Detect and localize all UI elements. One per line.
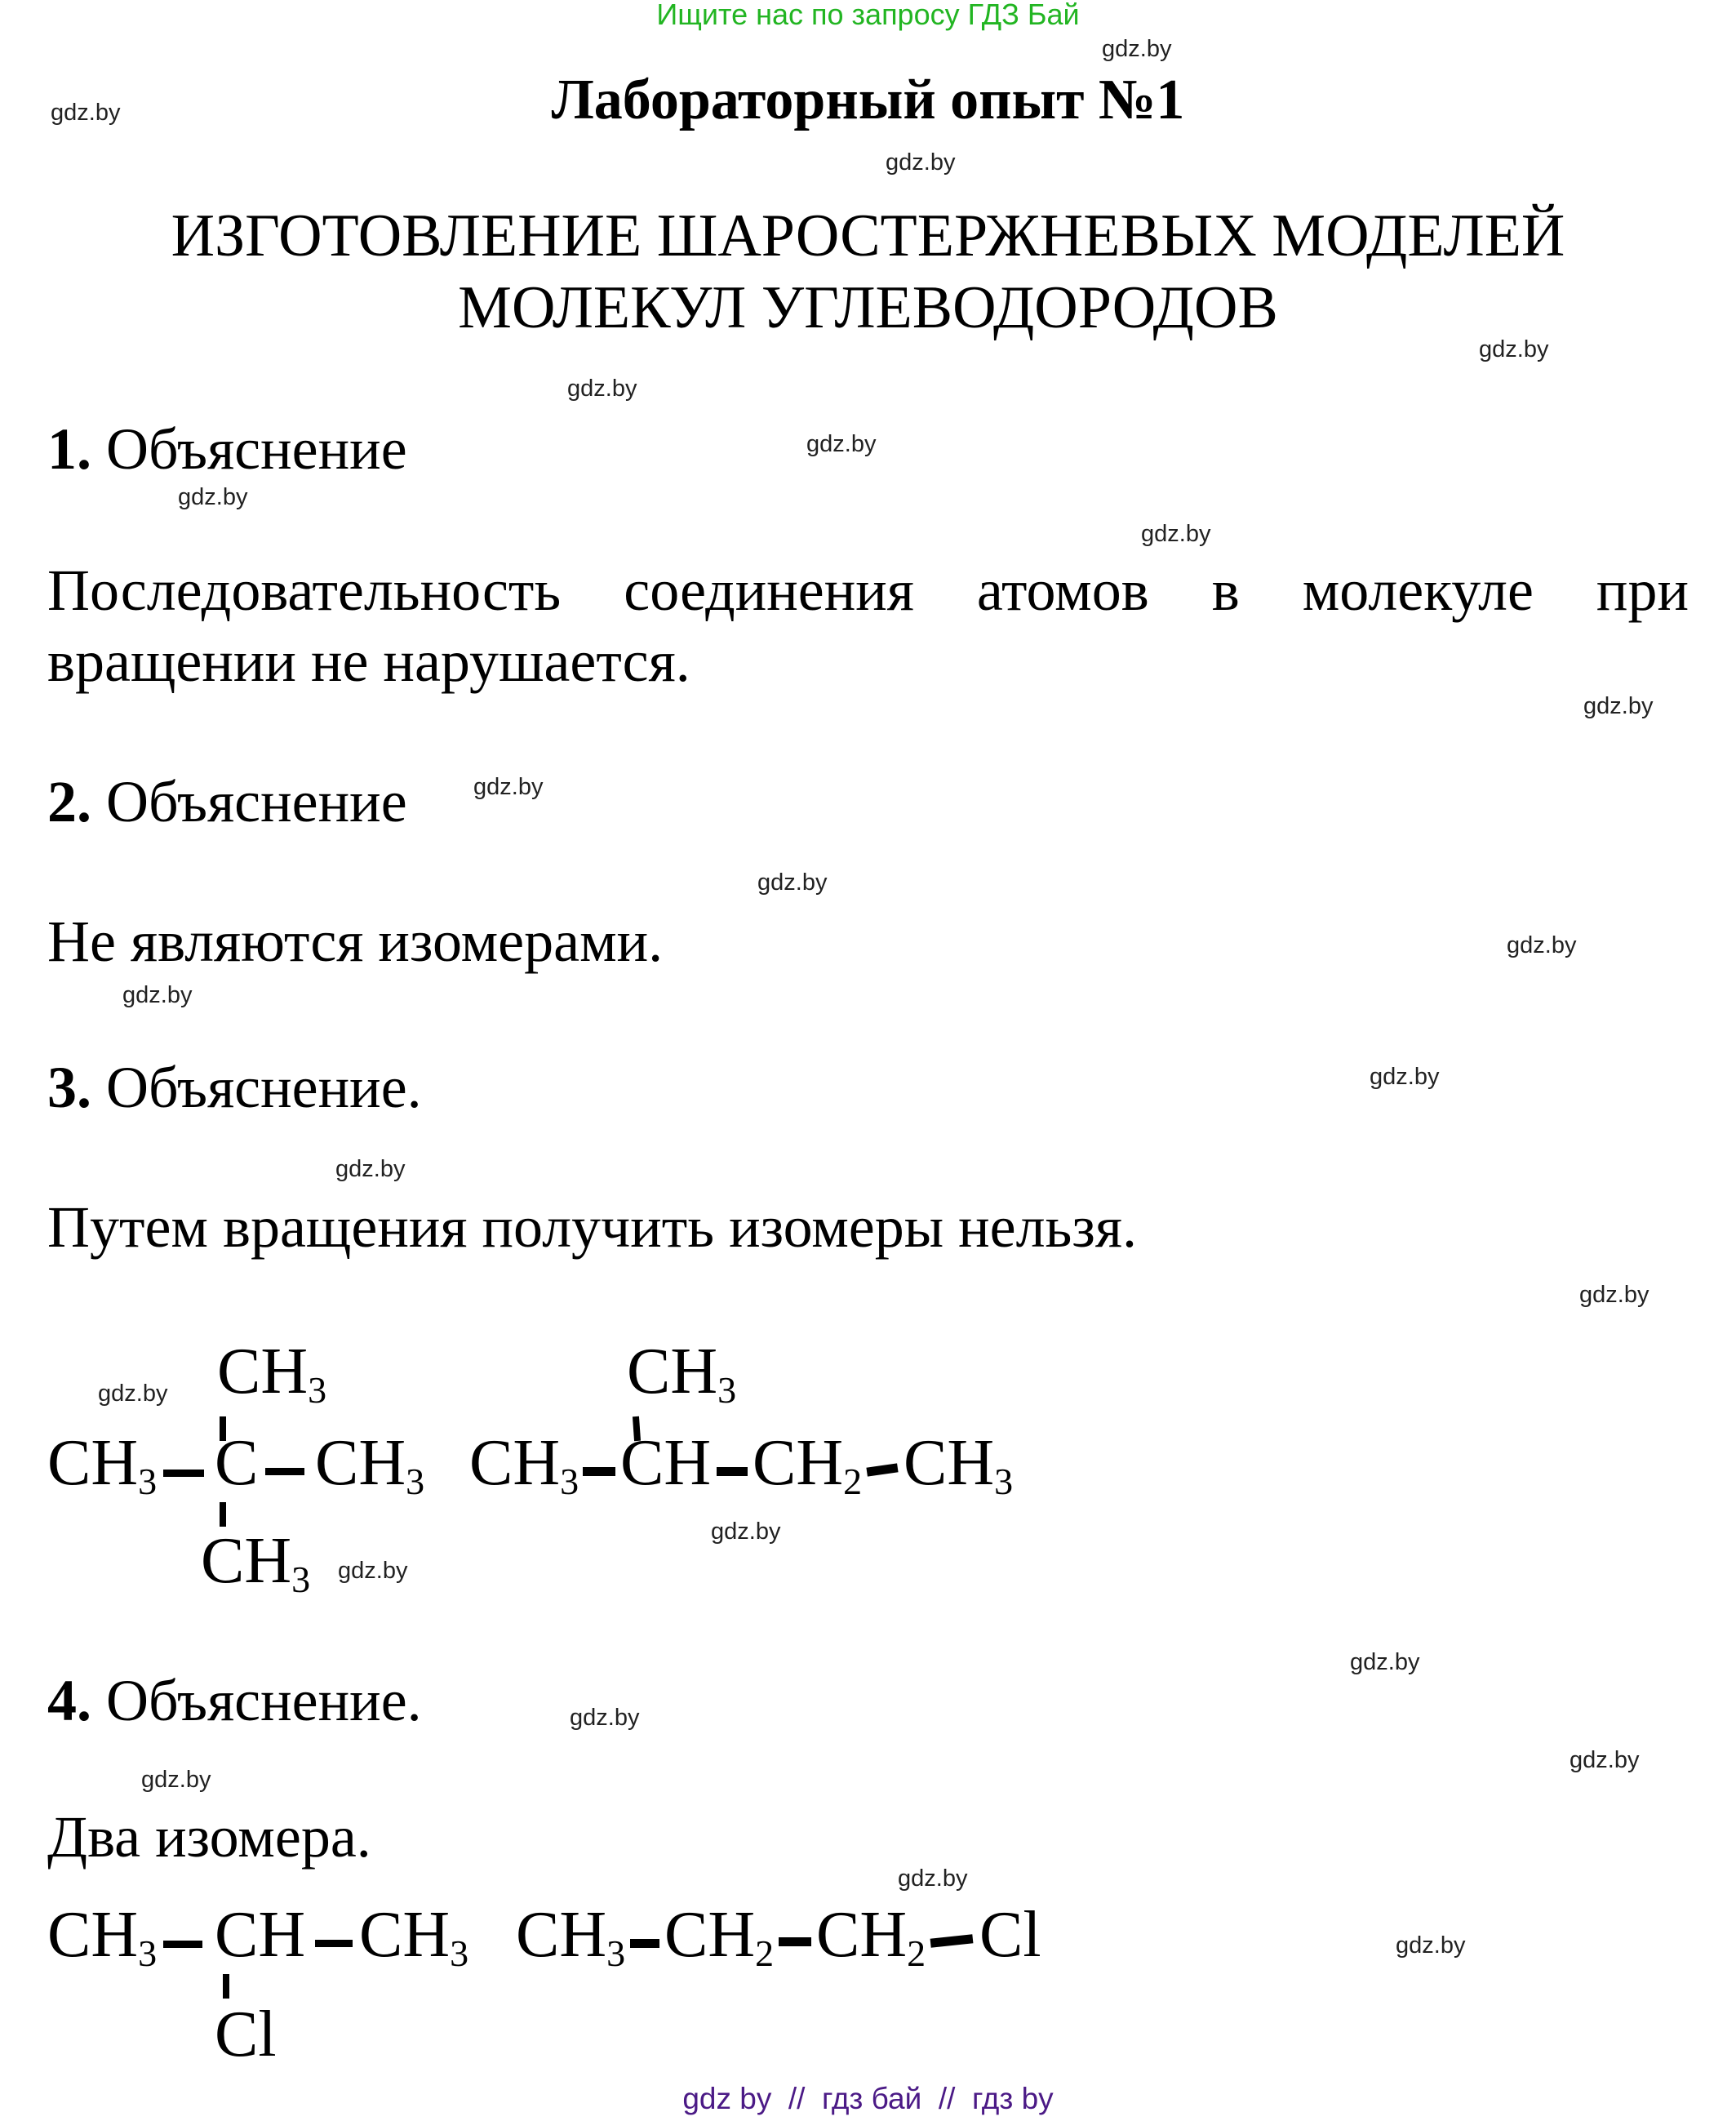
group-a: $CH_3$ [516, 1899, 626, 1974]
bond [583, 1467, 615, 1476]
watermark: gdz.by [473, 774, 544, 800]
bond [717, 1467, 748, 1476]
page-title: Лабораторный опыт №1 [551, 69, 1185, 131]
watermark: gdz.by [567, 376, 637, 402]
group-c: $CH_2$ [816, 1899, 926, 1974]
watermark: gdz.by [1479, 336, 1549, 362]
watermark: gdz.by [1141, 521, 1211, 547]
section-number: 4. [47, 1668, 91, 1733]
search-hint: Ищите нас по запросу ГДЗ Бай [656, 0, 1080, 31]
group-right: $CH_3$ [315, 1427, 425, 1502]
watermark: gdz.by [806, 431, 877, 457]
bond [265, 1468, 304, 1475]
section-heading-text: Объяснение [106, 416, 407, 482]
watermark: gdz.by [51, 100, 121, 126]
group-d: $CH_3$ [904, 1427, 1014, 1502]
footer-links: gdz by // гдз бай // гдз by [682, 2082, 1054, 2115]
watermark: gdz.by [178, 484, 248, 510]
section-4-heading [47, 1668, 422, 1733]
section-heading-text: Объяснение. [106, 1055, 422, 1120]
watermark: gdz.by [1350, 1649, 1420, 1675]
group-a: $CH_3$ [469, 1427, 579, 1502]
section-2-text: Не являются изомерами. [47, 909, 664, 974]
bond [630, 1939, 659, 1948]
group-center: C [215, 1427, 259, 1499]
watermark: gdz.by [886, 149, 956, 176]
section-4-text: Два изомера. [47, 1804, 371, 1870]
watermark: gdz.by [570, 1705, 640, 1731]
bond [779, 1937, 811, 1946]
section-2-heading [47, 769, 407, 834]
watermark: gdz.by [1102, 36, 1172, 62]
section-1-text: Последовательность соединения атомов в молекуле при вращении не нарушается. [47, 558, 1689, 694]
section-number: 1. [47, 416, 91, 482]
watermark: gdz.by [898, 1865, 968, 1892]
watermark: gdz.by [338, 1558, 408, 1584]
section-3-text: Путем вращения получить изомеры нельзя. [47, 1194, 1137, 1260]
watermark: gdz.by [1570, 1747, 1640, 1773]
watermark: gdz.by [141, 1767, 211, 1793]
group-b: CH [215, 1899, 306, 1971]
watermark: gdz.by [1507, 932, 1577, 958]
watermark: gdz.by [122, 982, 193, 1008]
watermark: gdz.by [98, 1381, 168, 1407]
subtitle-line-2: МОЛЕКУЛ УГЛЕВОДОРОДОВ [458, 274, 1278, 341]
bond [163, 1470, 204, 1477]
group-left: $CH_3$ [47, 1427, 158, 1502]
watermark: gdz.by [757, 869, 828, 896]
watermark: gdz.by [1396, 1932, 1466, 1959]
group-a: $CH_3$ [47, 1899, 158, 1974]
group-b: $CH_2$ [664, 1899, 775, 1974]
watermark: gdz.by [1583, 693, 1654, 719]
bond [223, 1974, 229, 1999]
group-c: $CH_2$ [753, 1427, 863, 1502]
bond [930, 1934, 974, 1947]
group-d: Cl [979, 1899, 1041, 1971]
group-bottom: Cl [215, 1999, 277, 2070]
watermark: gdz.by [335, 1156, 406, 1182]
group-c: $CH_3$ [359, 1899, 469, 1974]
watermark: gdz.by [711, 1518, 781, 1545]
watermark: gdz.by [1370, 1064, 1440, 1090]
group-top: $CH_3$ [627, 1336, 737, 1411]
section-3-heading [47, 1055, 422, 1120]
bond [866, 1463, 898, 1476]
section-heading-text: Объяснение. [106, 1668, 422, 1733]
bond [220, 1502, 226, 1527]
group-top: $CH_3$ [217, 1336, 327, 1411]
section-number: 2. [47, 769, 91, 834]
section-heading-text: Объяснение [106, 769, 407, 834]
watermark: gdz.by [1579, 1282, 1649, 1308]
group-b: CH [620, 1427, 712, 1499]
section-1-heading [47, 416, 407, 482]
group-bottom: $CH_3$ [201, 1525, 311, 1600]
section-number: 3. [47, 1055, 91, 1120]
subtitle-line-1: ИЗГОТОВЛЕНИЕ ШАРОСТЕРЖНЕВЫХ МОДЕЛЕЙ [171, 202, 1565, 269]
bond [315, 1940, 353, 1947]
bond [163, 1941, 202, 1948]
